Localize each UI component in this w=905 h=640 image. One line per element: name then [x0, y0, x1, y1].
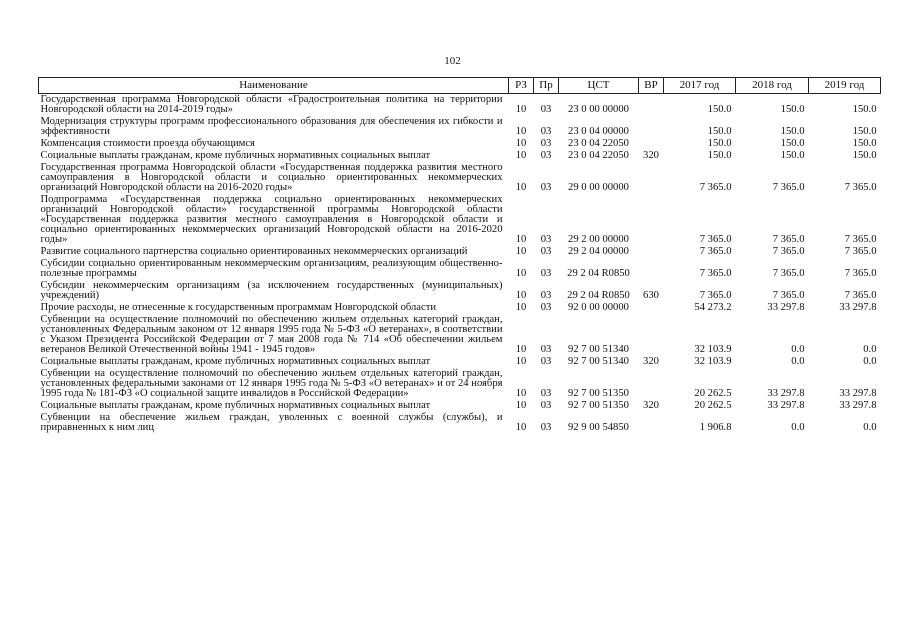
- cell-2019: 7 365.0: [844, 246, 877, 257]
- cell-2017: 7 365.0: [699, 246, 732, 257]
- cell-name: Субвенции на осуществление полномочий по обеспечению жильем отдельных категорий граждан, установленных федеральными законами от 12 января 1995 года № 5-ФЗ «О ветеранах» и от 24 ноября 1995 года № 181-ФЗ «О социальной защите инвалидов в Российской Федерации»: [40, 368, 503, 399]
- cell-2018: 150.0: [780, 138, 805, 149]
- cell-cst: 92 7 00 51350: [568, 388, 629, 399]
- table-row: [39, 150, 881, 162]
- cell-rz: 10: [515, 356, 527, 367]
- cell-vr: [639, 258, 664, 280]
- cell-name: Компенсация стоимости проезда обучающимся: [40, 138, 255, 149]
- cell-name: Социальные выплаты гражданам, кроме публичных нормативных социальных выплат: [40, 356, 431, 367]
- cell-pr: 03: [540, 290, 552, 301]
- cell-2017: 7 365.0: [699, 182, 732, 193]
- table-row: [39, 412, 881, 434]
- table-row: [39, 94, 881, 117]
- cell-rz: 10: [515, 126, 527, 137]
- cell-2018: 0.0: [791, 344, 805, 355]
- cell-2019: 33 297.8: [839, 400, 877, 411]
- cell-2019: 0.0: [863, 344, 877, 355]
- cell-pr: 03: [540, 126, 552, 137]
- cell-vr: 630: [643, 290, 659, 301]
- cell-rz: 10: [515, 104, 527, 115]
- cell-cst: 92 7 00 51340: [568, 344, 629, 355]
- cell-name: Государственная программа Новгородской области «Государственная поддержка развития местного самоуправления в Новгородской области и социально ориентированных некоммерческих организаций Новгородской области на 2016-2020 годы»: [40, 162, 503, 193]
- cell-vr: [639, 138, 664, 150]
- cell-vr: [639, 314, 664, 356]
- cell-2017: 20 262.5: [694, 400, 732, 411]
- cell-cst: 29 2 00 00000: [568, 234, 629, 245]
- cell-2018: 7 365.0: [772, 246, 805, 257]
- cell-rz: 10: [515, 138, 527, 149]
- cell-vr: [639, 246, 664, 258]
- cell-cst: 92 9 00 54850: [568, 422, 629, 433]
- cell-pr: 03: [540, 268, 552, 279]
- cell-2019: 33 297.8: [839, 302, 877, 313]
- cell-cst: 23 0 04 22050: [568, 150, 629, 161]
- table-row: [39, 116, 881, 138]
- cell-2017: 20 262.5: [694, 388, 732, 399]
- cell-vr: 320: [643, 400, 659, 411]
- cell-2017: 7 365.0: [699, 268, 732, 279]
- cell-cst: 23 0 00 00000: [568, 104, 629, 115]
- cell-2017: 150.0: [707, 138, 732, 149]
- cell-pr: 03: [540, 400, 552, 411]
- table-row: [39, 356, 881, 368]
- cell-cst: 92 0 00 00000: [568, 302, 629, 313]
- header-2019: 2019 год: [809, 78, 881, 94]
- table-body: [39, 94, 881, 435]
- table-row: [39, 194, 881, 246]
- cell-2019: 7 365.0: [844, 268, 877, 279]
- cell-vr: [639, 368, 664, 400]
- cell-2017: 32 103.9: [694, 356, 732, 367]
- cell-rz: 10: [515, 182, 527, 193]
- cell-rz: 10: [515, 344, 527, 355]
- cell-pr: 03: [540, 182, 552, 193]
- cell-2019: 150.0: [852, 126, 877, 137]
- cell-cst: 92 7 00 51340: [568, 356, 629, 367]
- cell-2019: 7 365.0: [844, 182, 877, 193]
- cell-name: Прочие расходы, не отнесенные к государственным программам Новгородской области: [40, 302, 436, 313]
- cell-cst: 23 0 04 00000: [568, 126, 629, 137]
- cell-2017: 150.0: [707, 126, 732, 137]
- cell-vr: 320: [643, 150, 659, 161]
- header-cst: ЦСТ: [559, 78, 639, 94]
- cell-2018: 7 365.0: [772, 290, 805, 301]
- cell-2018: 7 365.0: [772, 182, 805, 193]
- cell-pr: 03: [540, 356, 552, 367]
- table-row: [39, 246, 881, 258]
- cell-name: Подпрограмма «Государственная поддержка социально ориентированных некоммерческих организаций Новгородской области» государственной программы Новгородской области «Государственная поддержка развития местного самоуправления в Новгородской области и социально ориентированных некоммерческих организаций Новгородской области на 2016-2020 годы»: [40, 194, 503, 245]
- cell-vr: [639, 162, 664, 194]
- cell-rz: 10: [515, 290, 527, 301]
- table-row: [39, 258, 881, 280]
- cell-vr: [639, 412, 664, 434]
- header-name: Наименование: [39, 78, 509, 94]
- cell-2019: 150.0: [852, 150, 877, 161]
- cell-rz: 10: [515, 400, 527, 411]
- cell-name: Государственная программа Новгородской области «Градостроительная политика на территории Новгородской области на 2014-2019 годы»: [40, 94, 503, 115]
- cell-name: Субсидии некоммерческим организациям (за исключением государственных (муниципальных) учреждений): [40, 280, 503, 301]
- cell-rz: 10: [515, 422, 527, 433]
- cell-pr: 03: [540, 104, 552, 115]
- cell-vr: [639, 302, 664, 314]
- cell-cst: 23 0 04 22050: [568, 138, 629, 149]
- cell-2019: 150.0: [852, 138, 877, 149]
- header-2018: 2018 год: [736, 78, 809, 94]
- cell-cst: 92 7 00 51350: [568, 400, 629, 411]
- page-number: 102: [444, 55, 461, 67]
- cell-rz: 10: [515, 302, 527, 313]
- cell-2017: 150.0: [707, 150, 732, 161]
- cell-name: Субвенции на обеспечение жильем граждан, уволенных с военной службы (службы), и приравненных к ним лиц: [40, 412, 503, 433]
- cell-2018: 33 297.8: [767, 388, 805, 399]
- cell-pr: 03: [540, 234, 552, 245]
- table-row: [39, 138, 881, 150]
- cell-2018: 150.0: [780, 104, 805, 115]
- table-row: [39, 280, 881, 302]
- cell-2018: 0.0: [791, 356, 805, 367]
- cell-2017: 1 906.8: [699, 422, 732, 433]
- cell-vr: 320: [643, 356, 659, 367]
- cell-2019: 0.0: [863, 422, 877, 433]
- table-row: [39, 314, 881, 356]
- cell-vr: [639, 94, 664, 117]
- budget-table: [38, 77, 881, 434]
- cell-pr: 03: [540, 138, 552, 149]
- cell-vr: [639, 116, 664, 138]
- cell-pr: 03: [540, 344, 552, 355]
- cell-rz: 10: [515, 150, 527, 161]
- table-row: [39, 302, 881, 314]
- cell-2018: 33 297.8: [767, 302, 805, 313]
- cell-2019: 7 365.0: [844, 234, 877, 245]
- cell-rz: 10: [515, 388, 527, 399]
- cell-pr: 03: [540, 388, 552, 399]
- table-header: [39, 78, 881, 94]
- cell-rz: 10: [515, 234, 527, 245]
- cell-2019: 0.0: [863, 356, 877, 367]
- cell-2017: 32 103.9: [694, 344, 732, 355]
- cell-name: Субвенции на осуществление полномочий по обеспечению жильем отдельных категорий граждан, установленных Федеральным законом от 12 января 1995 года № 5-ФЗ «О ветеранах», в соответствии с Указом Президента Российской Федерации от 7 мая 2008 года № 714 «Об обеспечении жильем ветеранов Великой Отечественной войны 1941 - 1945 годов»: [40, 314, 503, 355]
- cell-cst: 29 2 04 R0850: [567, 290, 630, 301]
- header-2017: 2017 год: [664, 78, 736, 94]
- cell-2018: 150.0: [780, 126, 805, 137]
- cell-name: Модернизация структуры программ профессионального образования для обеспечения их гибкости и эффективности: [40, 116, 503, 137]
- cell-name: Социальные выплаты гражданам, кроме публичных нормативных социальных выплат: [40, 400, 431, 411]
- cell-2017: 150.0: [707, 104, 732, 115]
- cell-2019: 33 297.8: [839, 388, 877, 399]
- cell-pr: 03: [540, 302, 552, 313]
- cell-2018: 33 297.8: [767, 400, 805, 411]
- cell-2018: 150.0: [780, 150, 805, 161]
- cell-name: Развитие социального партнерства социально ориентированных некоммерческих организаций: [40, 246, 468, 257]
- table-row: [39, 368, 881, 400]
- cell-2018: 7 365.0: [772, 234, 805, 245]
- cell-2017: 7 365.0: [699, 234, 732, 245]
- cell-pr: 03: [540, 422, 552, 433]
- table-row: [39, 400, 881, 412]
- cell-name: Социальные выплаты гражданам, кроме публичных нормативных социальных выплат: [40, 150, 431, 161]
- header-pr: Пр: [534, 78, 559, 94]
- header-vr: ВР: [639, 78, 664, 94]
- cell-2017: 54 273.2: [694, 302, 732, 313]
- cell-pr: 03: [540, 246, 552, 257]
- cell-2019: 7 365.0: [844, 290, 877, 301]
- cell-2018: 0.0: [791, 422, 805, 433]
- table-row: [39, 162, 881, 194]
- header-rz: РЗ: [509, 78, 534, 94]
- cell-pr: 03: [540, 150, 552, 161]
- cell-rz: 10: [515, 246, 527, 257]
- cell-vr: [639, 194, 664, 246]
- cell-cst: 29 2 04 00000: [568, 246, 629, 257]
- cell-2017: 7 365.0: [699, 290, 732, 301]
- cell-rz: 10: [515, 268, 527, 279]
- cell-2019: 150.0: [852, 104, 877, 115]
- cell-cst: 29 2 04 R0850: [567, 268, 630, 279]
- cell-cst: 29 0 00 00000: [568, 182, 629, 193]
- cell-2018: 7 365.0: [772, 268, 805, 279]
- cell-name: Субсидии социально ориентированным некоммерческим организациям, реализующим общественно-полезные программы: [40, 258, 503, 279]
